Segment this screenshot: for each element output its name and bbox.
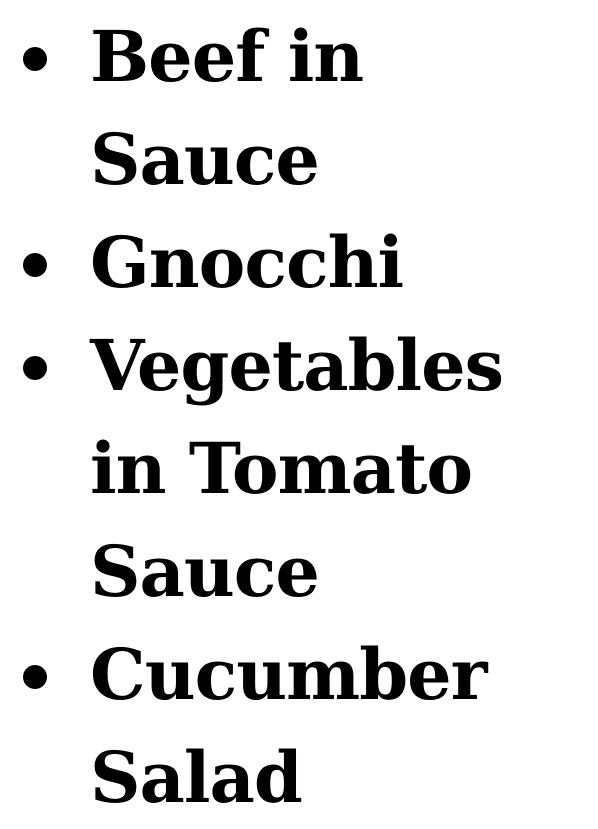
menu-item-label: Cucumber Salad xyxy=(90,633,487,819)
list-item xyxy=(0,623,598,829)
list-item xyxy=(0,5,598,211)
bullet-icon xyxy=(23,253,47,277)
bullet-icon xyxy=(23,47,47,71)
bullet-icon xyxy=(23,665,47,689)
list-item xyxy=(0,211,598,314)
menu-item-label: Beef in Sauce xyxy=(90,15,364,201)
bullet-icon xyxy=(23,356,47,380)
list-item xyxy=(0,314,598,623)
menu-item-label: Gnocchi xyxy=(90,221,404,304)
menu-item-label: Vegetables in Tomato Sauce xyxy=(90,324,504,613)
